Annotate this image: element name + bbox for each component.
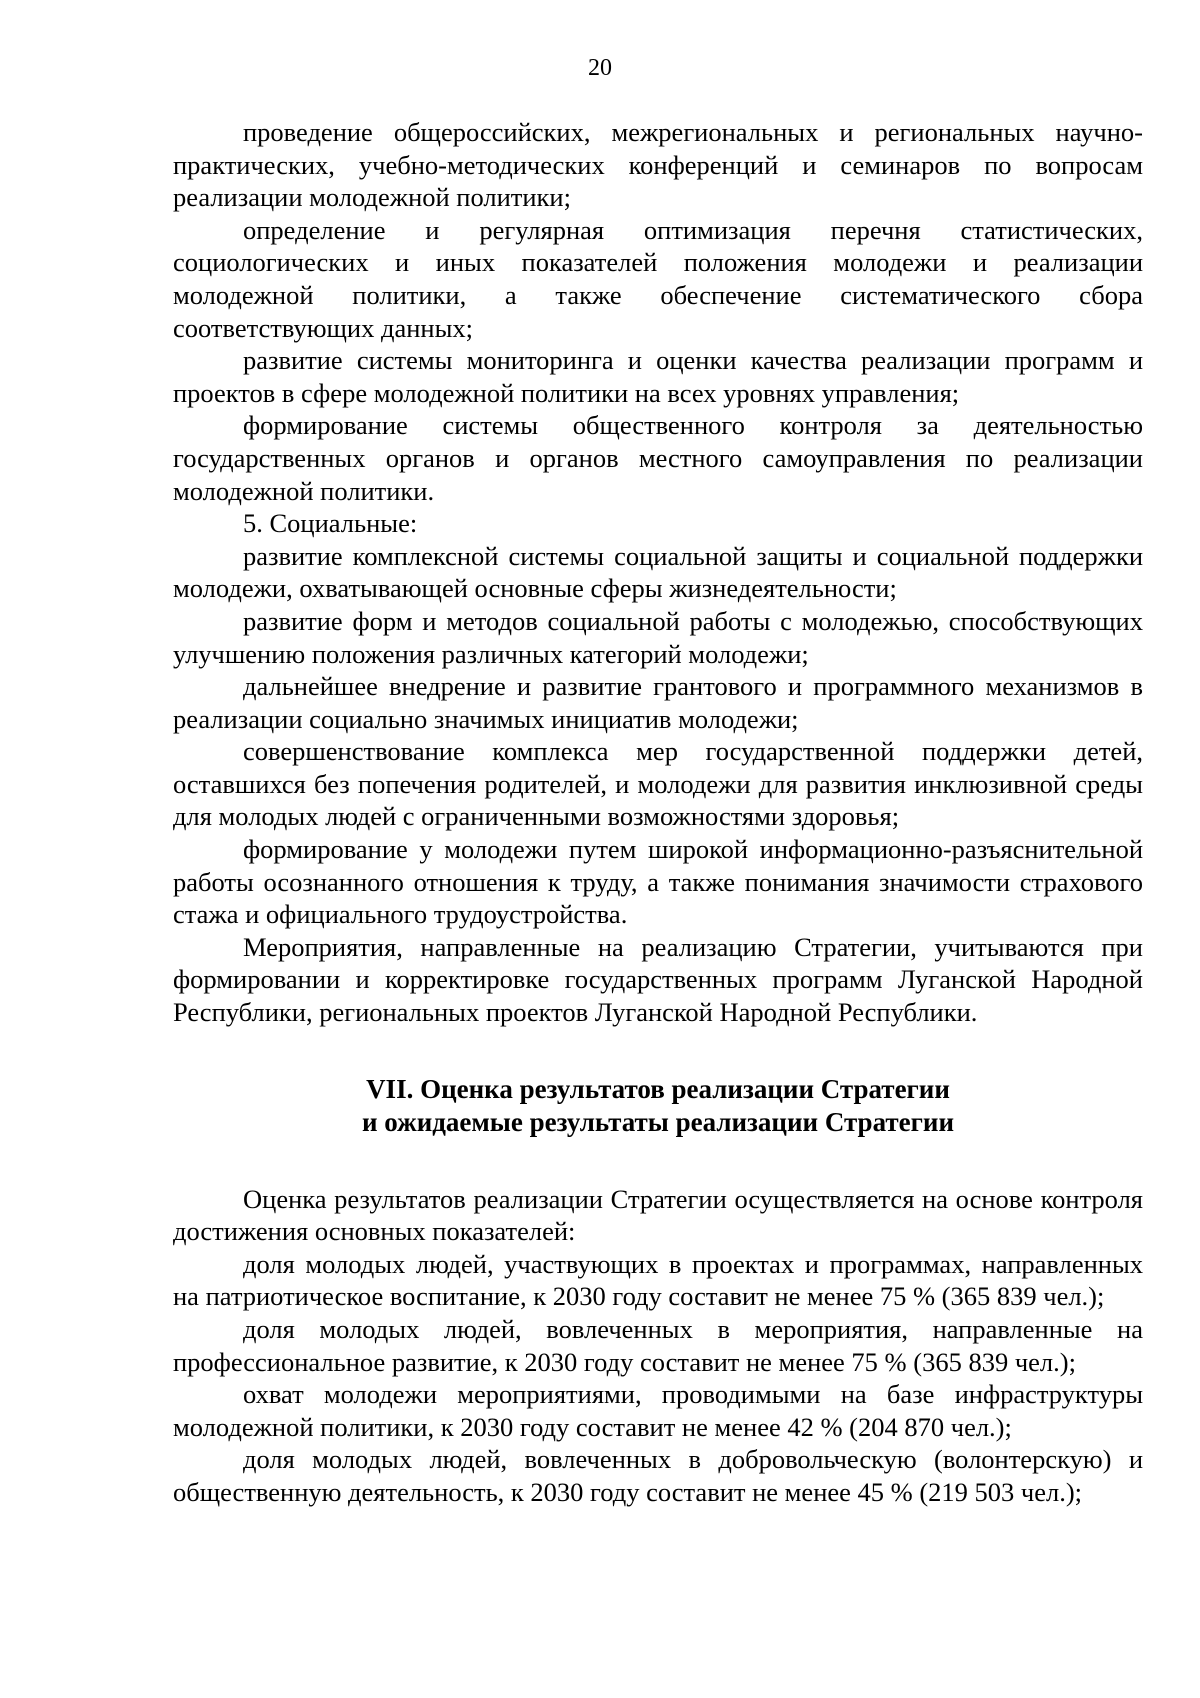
paragraph: совершенствование комплекса мер государственной поддержки детей, оставшихся без попечения родителей, и молодежи для развития инклюзивной среды для молодых людей с ограниченными возможностями здоровья; [173, 736, 1143, 832]
paragraph: развитие системы мониторинга и оценки качества реализации программ и проектов в сфере молодежной политики на всех уровнях управления; [173, 345, 1143, 408]
paragraph: доля молодых людей, вовлеченных в мероприятия, направленные на профессиональное развитие, к 2030 году составит не менее 75 % (365 839 чел.); [173, 1314, 1143, 1377]
section-title [173, 1073, 1143, 1139]
paragraph: дальнейшее внедрение и развитие грантового и программного механизмов в реализации социально значимых инициатив молодежи; [173, 671, 1143, 734]
list-heading: 5. Социальные: [243, 508, 418, 539]
section-title-line: VII. Оценка результатов реализации Стратегии [366, 1073, 950, 1104]
paragraph: развитие комплексной системы социальной защиты и социальной поддержки молодежи, охватывающей основные сферы жизнедеятельности; [173, 540, 1143, 604]
section-title-line: и ожидаемые результаты реализации Стратегии [362, 1106, 954, 1137]
paragraph: формирование системы общественного контроля за деятельностью государственных органов и органов местного самоуправления по реализации молодежной политики. [173, 410, 1143, 506]
page-number: 20 [588, 55, 612, 81]
paragraph: проведение общероссийских, межрегиональных и региональных научно-практических, учебно-методических конференций и семинаров по вопросам реализации молодежной политики; [173, 117, 1143, 213]
paragraph: охват молодежи мероприятиями, проводимыми на базе инфраструктуры молодежной политики, к 2030 году составит не менее 42 % (204 870 чел.); [173, 1379, 1143, 1442]
paragraph: доля молодых людей, вовлеченных в добровольческую (волонтерскую) и общественную деятельность, к 2030 году составит не менее 45 % (219 503 чел.); [173, 1444, 1143, 1507]
paragraph: Оценка результатов реализации Стратегии осуществляется на основе контроля достижения основных показателей: [173, 1183, 1143, 1247]
paragraph: доля молодых людей, участвующих в проектах и программах, направленных на патриотическое воспитание, к 2030 году составит не менее 75 % (365 839 чел.); [173, 1248, 1143, 1312]
paragraph: определение и регулярная оптимизация перечня статистических, социологических и иных показателей положения молодежи и реализации молодежной политики, а также обеспечение систематического сбора соответствующих данных; [173, 214, 1143, 343]
paragraph: формирование у молодежи путем широкой информационно-разъяснительной работы осознанного отношения к труду, а также понимания значимости страхового стажа и официального трудоустройства. [173, 834, 1143, 930]
paragraph: Мероприятия, направленные на реализацию Стратегии, учитываются при формировании и корректировке государственных программ Луганской Народной Республики, региональных проектов Луганской Народной Республики. [173, 931, 1143, 1028]
paragraph: развитие форм и методов социальной работы с молодежью, способствующих улучшению положения различных категорий молодежи; [173, 605, 1143, 669]
document-body [173, 116, 1143, 1509]
